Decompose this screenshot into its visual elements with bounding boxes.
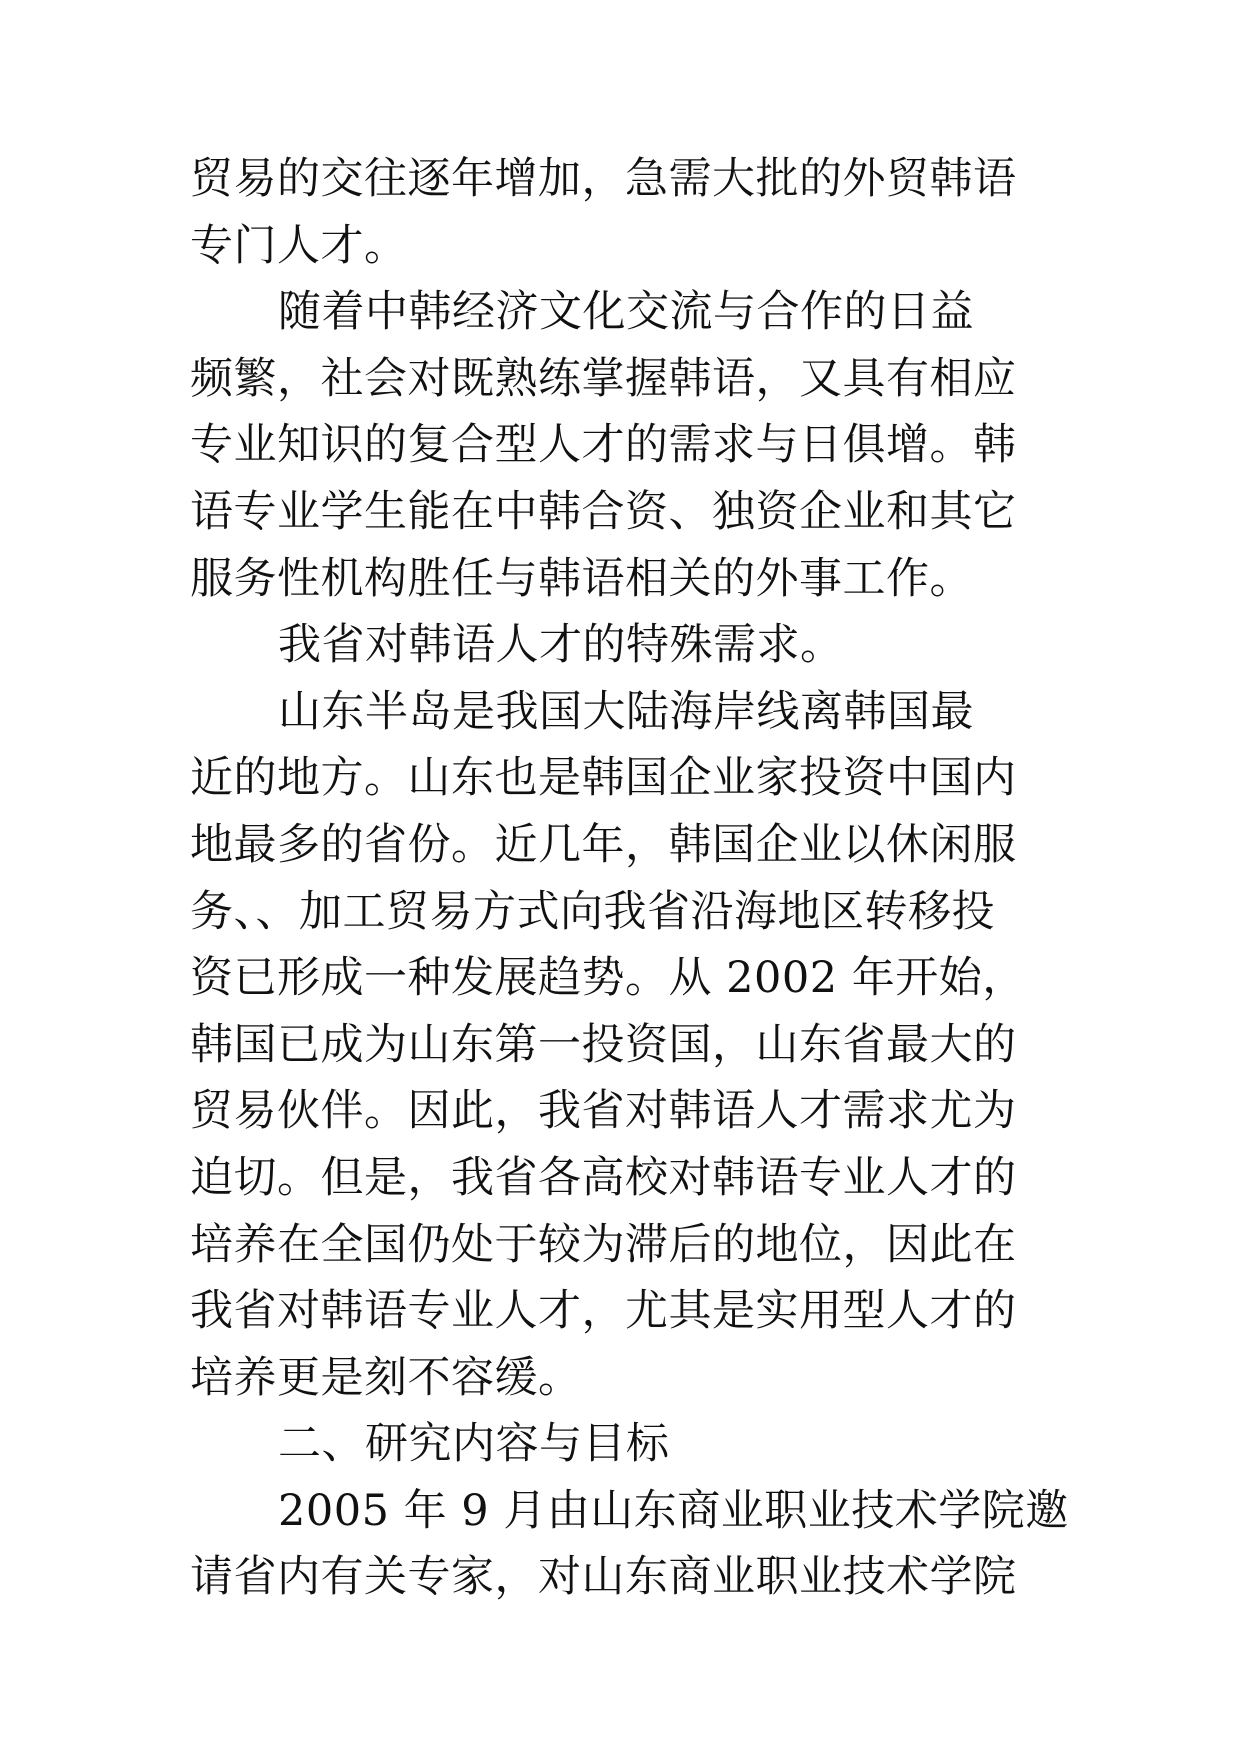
text-line: 务、、加工贸易方式向我省沿海地区转移投 [190,886,995,937]
text-line: 频繁，社会对既熟练掌握韩语，又具有相应 [190,353,1017,404]
paragraph-start-line: 随着中韩经济文化交流与合作的日益 [278,287,974,338]
text-line: 请省内有关专家，对山东商业职业技术学院 [190,1552,1017,1603]
text-line: 贸易的交往逐年增加，急需大批的外贸韩语 [190,154,1017,204]
text-line: 资已形成一种发展趋势。从 2002 年开始， [190,953,1026,1004]
text-line: 韩国已成为山东第一投资国，山东省最大的 [190,1019,1017,1070]
body-text [190,146,1070,1611]
paragraph-start-line: 山东半岛是我国大陆海岸线离韩国最 [278,686,974,737]
text-line: 培养在全国仍处于较为滞后的地位，因此在 [190,1219,1017,1270]
text-line: 近的地方。山东也是韩国企业家投资中国内 [190,753,1017,804]
text-line: 专门人才。 [190,220,408,271]
text-line: 语专业学生能在中韩合资、独资企业和其它 [190,486,1017,537]
text-line: 专业知识的复合型人才的需求与日俱增。韩 [190,420,1017,471]
paragraph-start-line: 2005 年 9 月由山东商业职业技术学院邀 [278,1485,1069,1536]
text-line: 贸易伙伴。因此，我省对韩语人才需求尤为 [190,1086,1017,1137]
text-line: 培养更是刻不容缓。 [190,1352,582,1403]
text-line: 服务性机构胜任与韩语相关的外事工作。 [190,553,973,604]
text-line: 我省对韩语专业人才，尤其是实用型人才的 [190,1286,1017,1337]
paragraph-start-line: 我省对韩语人才的特殊需求。 [278,620,844,671]
text-line: 地最多的省份。近几年，韩国企业以休闲服 [190,819,1017,870]
section-heading: 二、研究内容与目标 [278,1419,670,1470]
text-line: 迫切。但是，我省各高校对韩语专业人才的 [190,1152,1017,1203]
